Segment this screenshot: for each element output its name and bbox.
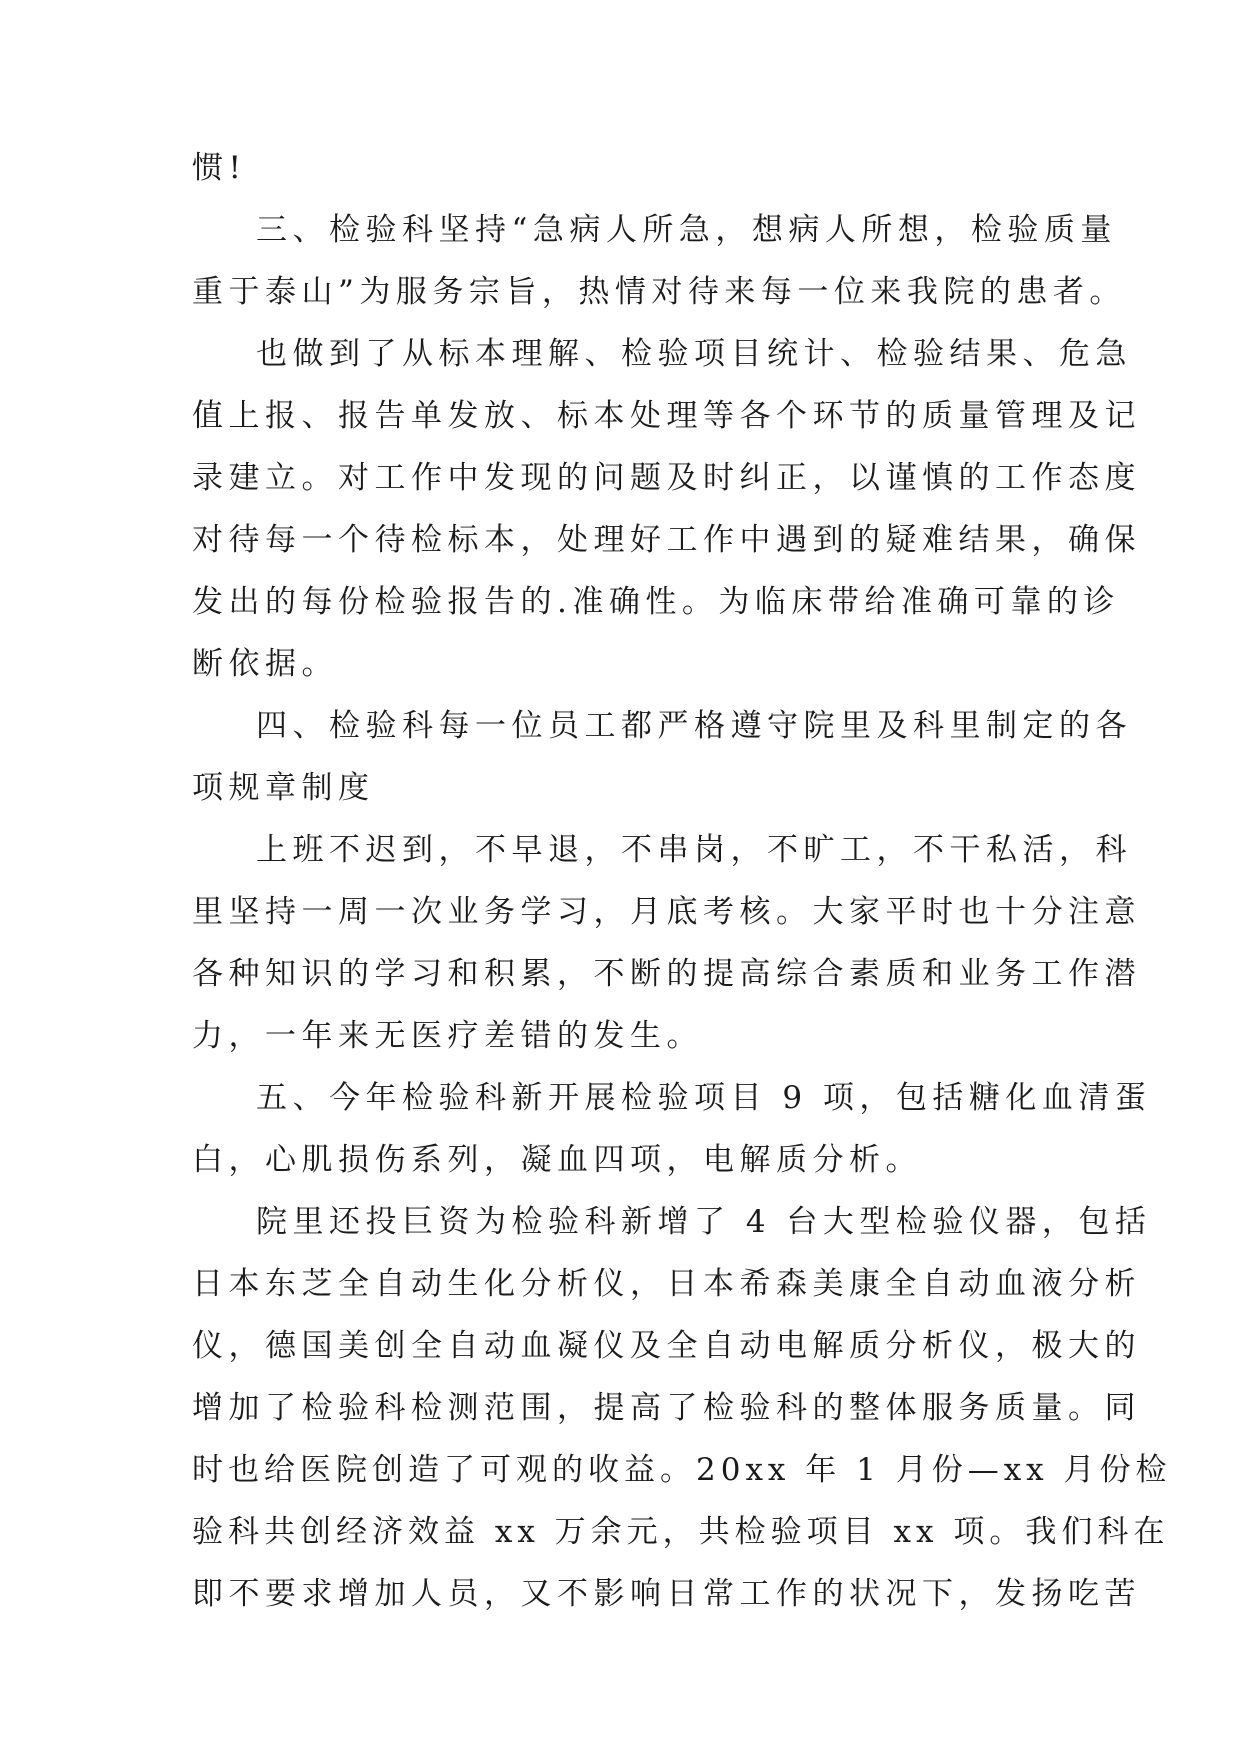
text-line: 重于泰山”为服务宗旨，热情对待来每一位来我院的患者。 (192, 274, 1126, 310)
text-line: 日本东芝全自动生化分析仪，日本希森美康全自动血液分析 (192, 1266, 1141, 1302)
text-line: 惯! (192, 150, 247, 186)
text-line: 验科共创经济效益 xx 万余元，共检验项目 xx 项。我们科在 (192, 1514, 1170, 1550)
text-line: 五、今年检验科新开展检验项目 9 项，包括糖化血清蛋 (256, 1080, 1152, 1116)
text-line: 也做到了从标本理解、检验项目统计、检验结果、危急 (256, 336, 1132, 372)
text-line: 发出的每份检验报告的.准确性。为临床带给准确可靠的诊 (192, 584, 1120, 620)
text-line: 各种知识的学习和积累，不断的提高综合素质和业务工作潜 (192, 956, 1141, 992)
text-line: 时也给医院创造了可观的收益。20xx 年 1 月份—xx 月份检 (192, 1452, 1172, 1488)
text-line: 增加了检验科检测范围，提高了检验科的整体服务质量。同 (192, 1390, 1141, 1426)
text-line: 仪，德国美创全自动血凝仪及全自动电解质分析仪，极大的 (192, 1328, 1141, 1364)
text-line: 即不要求增加人员，又不影响日常工作的状况下，发扬吃苦 (192, 1576, 1141, 1612)
text-line: 院里还投巨资为检验科新增了 4 台大型检验仪器，包括 (256, 1204, 1152, 1240)
text-line: 上班不迟到，不早退，不串岗，不旷工，不干私活，科 (256, 832, 1132, 868)
text-line: 力，一年来无医疗差错的发生。 (192, 1018, 703, 1054)
text-line: 四、检验科每一位员工都严格遵守院里及科里制定的各 (256, 708, 1132, 744)
text-line: 项规章制度 (192, 770, 375, 806)
text-line: 里坚持一周一次业务学习，月底考核。大家平时也十分注意 (192, 894, 1141, 930)
text-line: 三、检验科坚持“急病人所急，想病人所想，检验质量 (256, 212, 1117, 248)
text-line: 值上报、报告单发放、标本处理等各个环节的质量管理及记 (192, 398, 1141, 434)
text-line: 录建立。对工作中发现的问题及时纠正，以谨慎的工作态度 (192, 460, 1141, 496)
text-line: 对待每一个待检标本，处理好工作中遇到的疑难结果，确保 (192, 522, 1141, 558)
text-line: 断依据。 (192, 646, 338, 682)
text-line: 白，心肌损伤系列，凝血四项，电解质分析。 (192, 1142, 922, 1178)
